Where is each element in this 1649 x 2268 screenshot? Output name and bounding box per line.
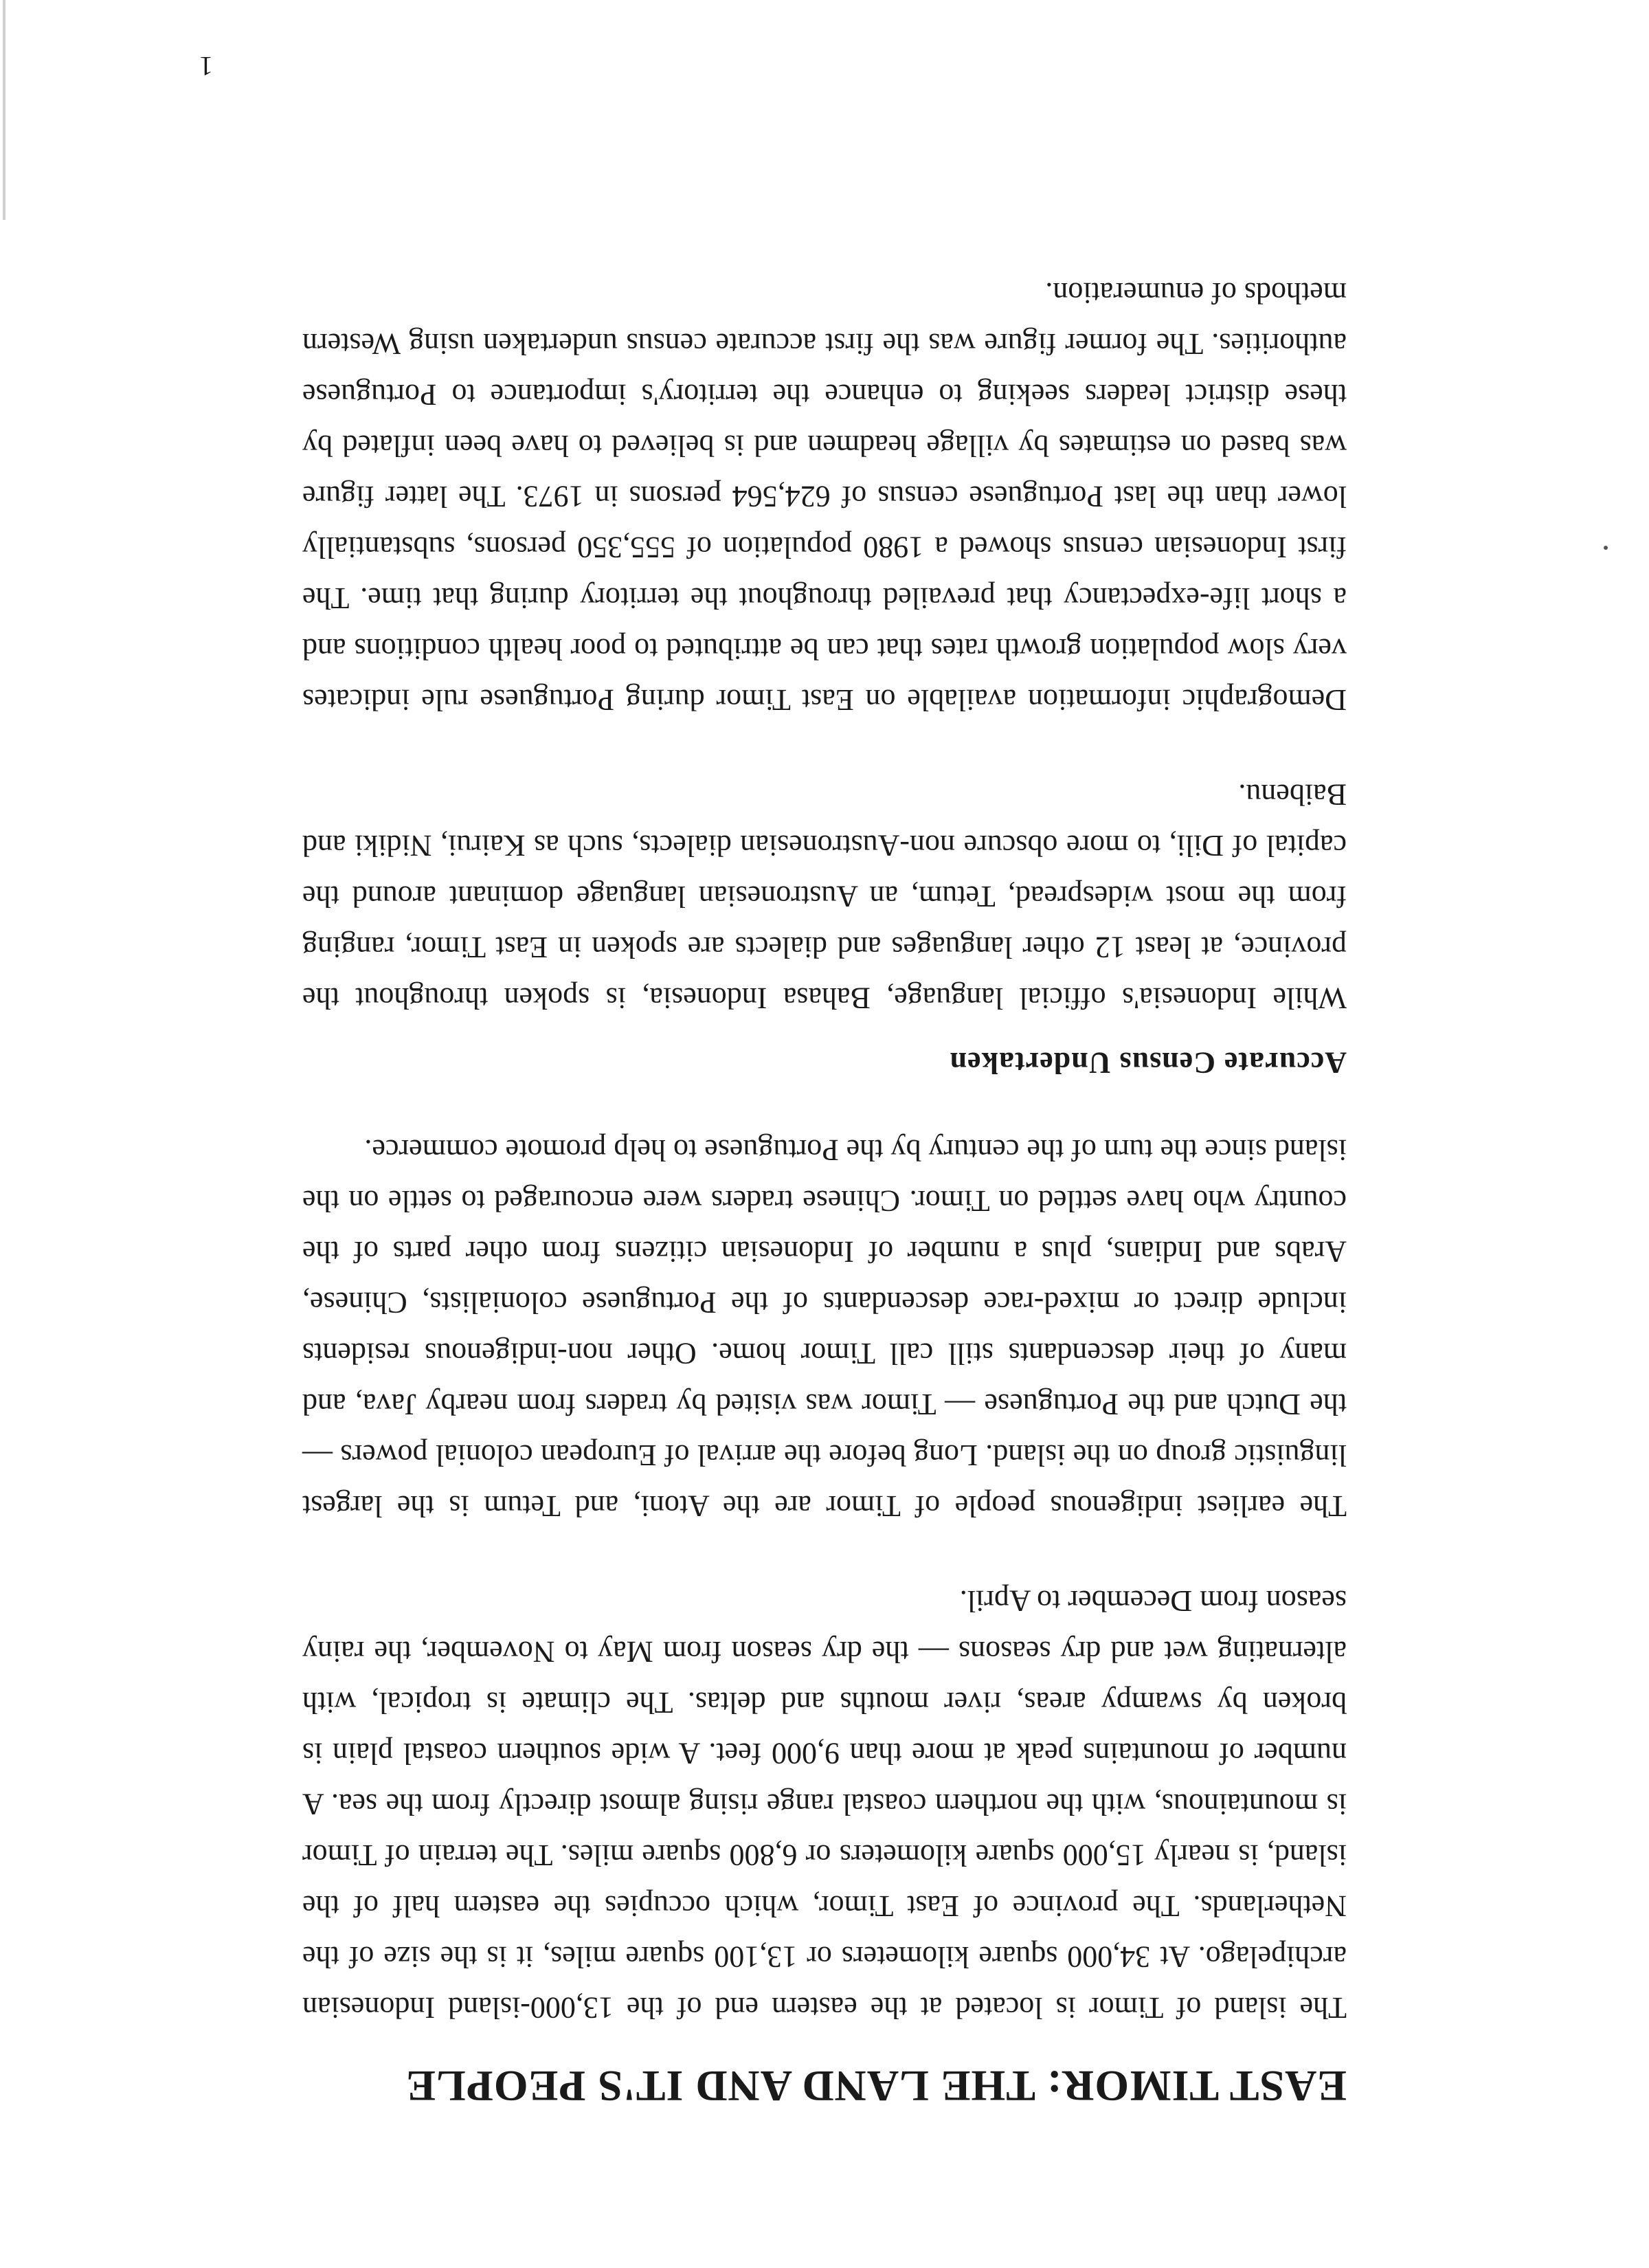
page-title: EAST TIMOR: THE LAND AND IT'S PEOPLE [405, 2062, 1347, 2111]
page-number: 1 [199, 51, 213, 82]
scan-edge-mark [3, 0, 5, 220]
section-heading: Accurate Census Undertaken [949, 1045, 1347, 1080]
paragraph-languages: While Indonesia's official language, Bahasa Indonesia, is spoken throughout the province, at least 12 other languages and dialects are spoken in East Timor, ranging from the most widespread, Tetum, an Austronesian language dominant around the capital of Dili, to more obscure non-Austronesian dialects, such as Kairui, Nidiki and Baibenu. [302, 777, 1347, 1015]
scan-speck [1604, 546, 1608, 550]
paragraph-demographics: Demographic information available on East Timor during Portuguese rule indicates very slow population growth rates that can be attributed to poor health conditions and a short life-expectancy that prevailed throughout the territory during that time. The first Indonesian census showed a 1980 population of 555,350 persons, substantially lower than the last Portuguese census of 624,564 persons in 1973. The latter figure was based on estimates by village headmen and is believed to have been inflated by these district leaders seeking to enhance the territory's importance to Portuguese authorities. The former figure was the first accurate census undertaken using Western methods of enumeration. [302, 276, 1347, 717]
paragraph-people: The earliest indigenous people of Timor are the Atoni, and Tetum is the largest linguistic group on the island. Long before the arrival of European colonial powers — the Dutch and the Portuguese — Timor was visited by traders from nearby Java, and many of their descendants still call Timor home. Other non-indigenous residents include direct or mixed-race descendants of the Portuguese colonialists, Chinese, Arabs and Indians, plus a number of Indonesian citizens from other parts of the country who have settled on Timor. Chinese traders were encouraged to settle on the island since the turn of the century by the Portuguese to help promote commerce. [302, 1133, 1347, 1523]
page-content [302, 223, 1347, 2110]
paragraph-geography: The island of Timor is located at the eastern end of the 13,000-island Indonesian archipelago. At 34,000 square kilometers or 13,100 square miles, it is the size of the Netherlands. The province of East Timor, which occupies the eastern half of the island, is nearly 15,000 square kilometers or 6,800 square miles. The terrain of Timor is mountainous, with the northern coastal range rising almost directly from the sea. A number of mountains peak at more than 9,000 feet. A wide southern coastal plain is broken by swampy areas, river mouths and deltas. The climate is tropical, with alternating wet and dry seasons — the dry season from May to November, the rainy season from December to April. [302, 1583, 1347, 2025]
